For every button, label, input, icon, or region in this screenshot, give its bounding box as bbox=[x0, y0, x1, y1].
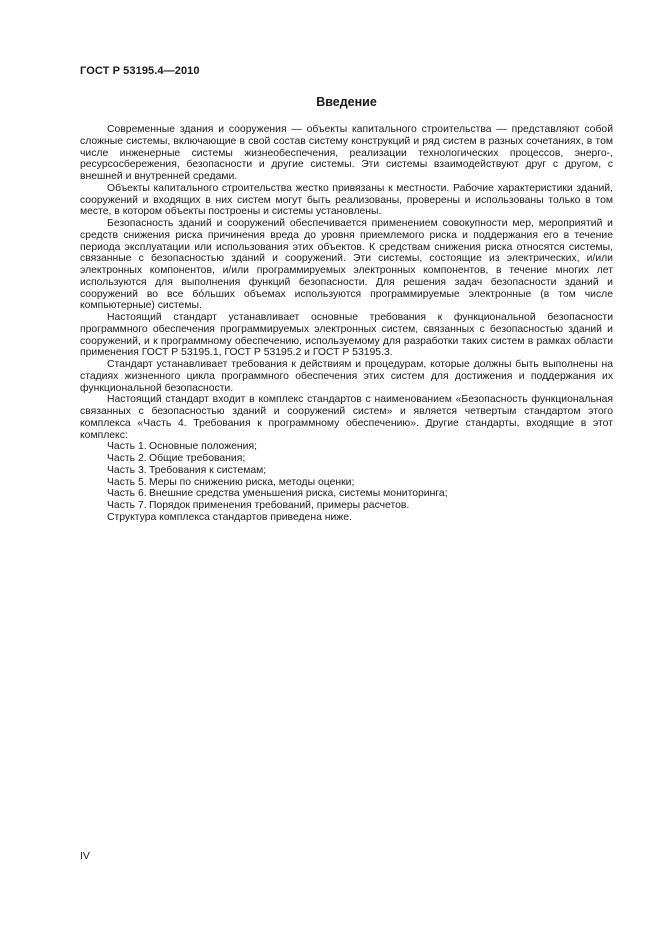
document-code: ГОСТ Р 53195.4—2010 bbox=[80, 65, 200, 77]
part-title: Общие требования; bbox=[149, 453, 246, 464]
paragraph-4: Настоящий стандарт устанавливает основные требования к функциональной безопасности программного обеспечения программируемых электронных систем, связанных с безопасностью зданий и сооружений, и к программному обеспечению, используемому для разработки таких систем в рамках области применения ГОСТ Р 53195.1, ГОСТ Р 53195.2 и ГОСТ Р 53195.3. bbox=[80, 312, 613, 359]
paragraph-1: Современные здания и сооружения — объекты капитального строительства — представляют собой сложные системы, включающие в свой состав систему конструкций и ряд систем в разных сочетаниях, в том числе инженерные системы жизнеобеспечения, реализации технологических процессов, энерго-, ресурсосбережения, безопасности и другие системы. Эти системы взаимодействуют друг с другом, с внешней и внутренней средами. bbox=[80, 124, 613, 182]
body-text bbox=[80, 124, 613, 524]
list-item bbox=[80, 500, 613, 512]
part-title: Основные положения; bbox=[149, 441, 257, 453]
part-number: Часть 2. bbox=[107, 453, 147, 464]
closing-sentence: Структура комплекса стандартов приведена ниже. bbox=[107, 511, 352, 523]
section-title: Введение bbox=[316, 95, 377, 109]
list-item bbox=[80, 477, 613, 489]
part-title: Внешние средства уменьшения риска, системы мониторинга; bbox=[149, 488, 448, 500]
part-number: Часть 5. bbox=[107, 476, 147, 488]
paragraph-6: Настоящий стандарт входит в комплекс стандартов с наименованием «Безопасность функциональная связанных с безопасностью зданий и сооружений систем» и является четвертым стандартом этого комплекса «Часть 4. Требования к программному обеспечению». Другие стандарты, входящие в этот комплекс: bbox=[80, 394, 613, 441]
paragraph-5: Стандарт устанавливает требования к действиям и процедурам, которые должны быть выполнены на стадиях жизненного цикла программного обеспечения этих систем для достижения и поддержания их функциональной безопасности. bbox=[80, 359, 613, 394]
list-item bbox=[80, 465, 613, 477]
part-title: Требования к системам; bbox=[149, 464, 267, 476]
page-number: IV bbox=[80, 851, 90, 862]
parts-list bbox=[80, 441, 613, 512]
part-number: Часть 7. bbox=[107, 500, 147, 511]
part-number: Часть 1. bbox=[107, 441, 147, 453]
list-item bbox=[80, 488, 613, 500]
part-number: Часть 6. bbox=[107, 488, 147, 500]
part-title: Порядок применения требований, примеры расчетов. bbox=[149, 500, 410, 511]
list-item bbox=[80, 453, 613, 465]
paragraph-2: Объекты капитального строительства жестко привязаны к местности. Рабочие характеристики зданий, сооружений и входящих в них систем могут быть реализованы, проверены и использованы только в том месте, в котором объекты построены и системы установлены. bbox=[80, 182, 613, 218]
paragraph-3: Безопасность зданий и сооружений обеспечивается применением совокупности мер, мероприятий и средств снижения риска причинения вреда до уровня приемлемого риска и поддержания его в течение периода эксплуатации или использования этих объектов. К средствам снижения риска относятся системы, связанные с безопасностью зданий и сооружений. Эти системы, состоящие из электрических, и/или электронных компонентов, и/или программируемых электронных компонентов, в течение многих лет используются для выполнения функций безопасности. Для решения задач безопасности зданий и сооружений во все бо́льших объемах используются программируемые электронные (в том числе компьютерные) системы. bbox=[80, 218, 613, 312]
part-number: Часть 3. bbox=[107, 464, 147, 476]
part-title: Меры по снижению риска, методы оценки; bbox=[149, 476, 355, 488]
list-item bbox=[80, 441, 613, 453]
